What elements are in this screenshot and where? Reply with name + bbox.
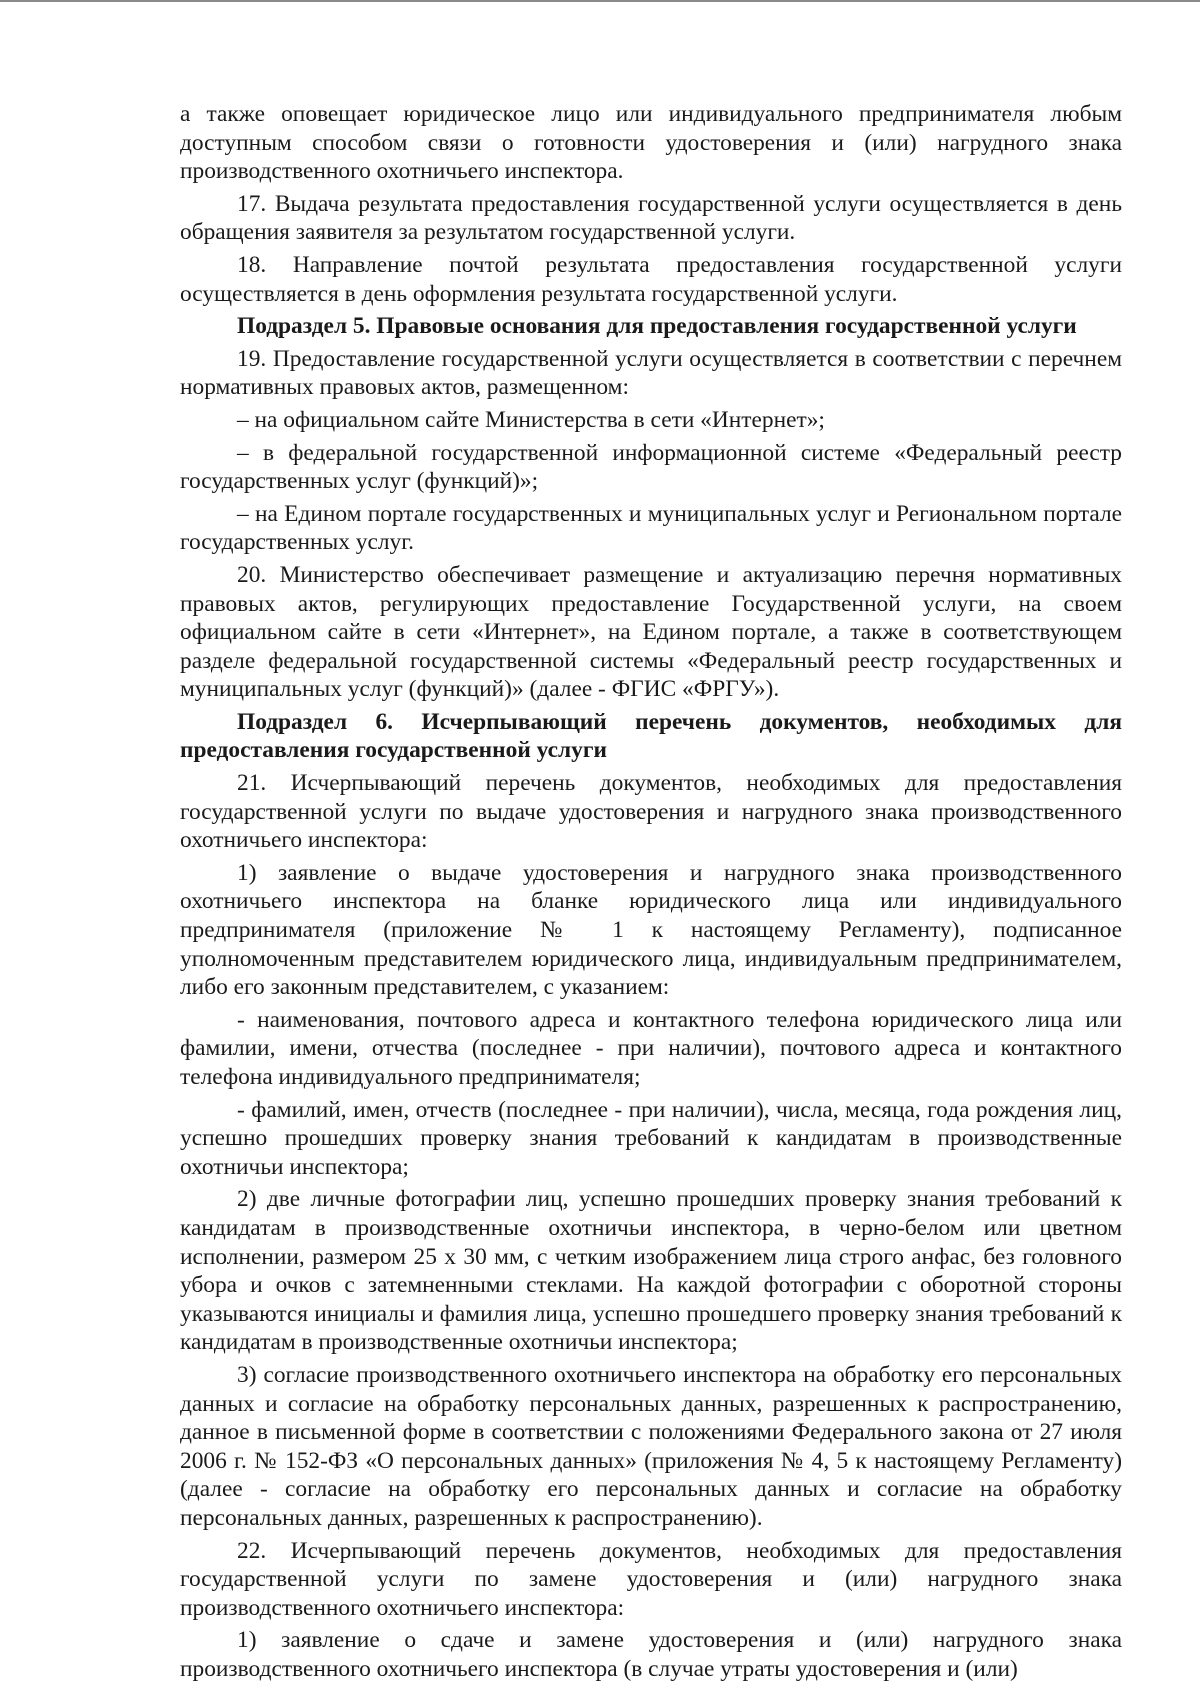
paragraph-19-item-b: – в федеральной государственной информационной системе «Федеральный реестр государственных услуг (функций)»;: [180, 439, 1122, 495]
paragraph-22: 22. Исчерпывающий перечень документов, необходимых для предоставления государственной услуги по замене удостоверения и (или) нагрудного знака производственного охотничьего инспектора:: [180, 1537, 1122, 1621]
document-body: [180, 100, 1122, 1687]
paragraph-21-item-1: 1) заявление о выдаче удостоверения и нагрудного знака производственного охотничьего инспектора на бланке юридического лица или индивидуального предпринимателя (приложение № 1 к настоящему Регламенту), подписанное уполномоченным представителем юридического лица, индивидуальным предпринимателем, либо его законным представителем, с указанием:: [180, 859, 1122, 1001]
paragraph-21: 21. Исчерпывающий перечень документов, необходимых для предоставления государственной услуги по выдаче удостоверения и нагрудного знака производственного охотничьего инспектора:: [180, 770, 1122, 854]
scan-top-edge: [0, 0, 1200, 2]
paragraph-19-item-a: – на официальном сайте Министерства в сети «Интернет»;: [237, 406, 825, 433]
paragraph-19-item-c: – на Едином портале государственных и муниципальных услуг и Региональном портале государственных услуг.: [180, 500, 1122, 556]
paragraph-21-item-1a: - наименования, почтового адреса и контактного телефона юридического лица или фамилии, имени, отчества (последнее - при наличии), почтового адреса и контактного телефона индивидуального предпринимателя;: [180, 1006, 1122, 1090]
paragraph-21-item-1b: - фамилий, имен, отчеств (последнее - при наличии), числа, месяца, года рождения лиц, успешно прошедших проверку знания требований к кандидатам в производственные охотничьи инспектора;: [180, 1096, 1122, 1180]
paragraph-20: 20. Министерство обеспечивает размещение и актуализацию перечня нормативных правовых актов, регулирующих предоставление Государственной услуги, на своем официальном сайте в сети «Интернет», на Едином портале, а также в соответствующем разделе федеральной государственной системы «Федеральный реестр государственных и муниципальных услуг (функций)» (далее - ФГИС «ФРГУ»).: [180, 561, 1122, 703]
paragraph-21-item-3: 3) согласие производственного охотничьего инспектора на обработку его персональных данных и согласие на обработку персональных данных, разрешенных к распространению, данное в письменной форме в соответствии с положениями Федерального закона от 27 июля 2006 г. № 152-ФЗ «О персональных данных» (приложения № 4, 5 к настоящему Регламенту) (далее - согласие на обработку его персональных данных и согласие на обработку персональных данных, разрешенных к распространению).: [180, 1361, 1122, 1531]
subsection-6-heading: Подраздел 6. Исчерпывающий перечень документов, необходимых для предоставления государственной услуги: [180, 708, 1122, 764]
paragraph-18: 18. Направление почтой результата предоставления государственной услуги осуществляется в день оформления результата государственной услуги.: [180, 251, 1122, 307]
paragraph-17: 17. Выдача результата предоставления государственной услуги осуществляется в день обращения заявителя за результатом государственной услуги.: [180, 190, 1122, 246]
paragraph-22-item-1: 1) заявление о сдаче и замене удостоверения и (или) нагрудного знака производственного охотничьего инспектора (в случае утраты удостоверения и (или): [180, 1627, 1122, 1682]
paragraph-continuation: а также оповещает юридическое лицо или индивидуального предпринимателя любым доступным способом связи о готовности удостоверения и (или) нагрудного знака производственного охотничьего инспектора.: [180, 101, 1122, 185]
paragraph-21-item-2: 2) две личные фотографии лиц, успешно прошедших проверку знания требований к кандидатам в производственные охотничьи инспектора, в черно-белом или цветном исполнении, размером 25 х 30 мм, с четким изображением лица строго анфас, без головного убора и очков с затемненными стеклами. На каждой фотографии с оборотной стороны указываются инициалы и фамилия лица, успешно прошедшего проверку знания требований к кандидатам в производственные охотничьи инспектора;: [180, 1186, 1122, 1356]
paragraph-19: 19. Предоставление государственной услуги осуществляется в соответствии с перечнем нормативных правовых актов, размещенном:: [180, 345, 1122, 401]
subsection-5-heading: Подраздел 5. Правовые основания для предоставления государственной услуги: [237, 313, 1077, 340]
